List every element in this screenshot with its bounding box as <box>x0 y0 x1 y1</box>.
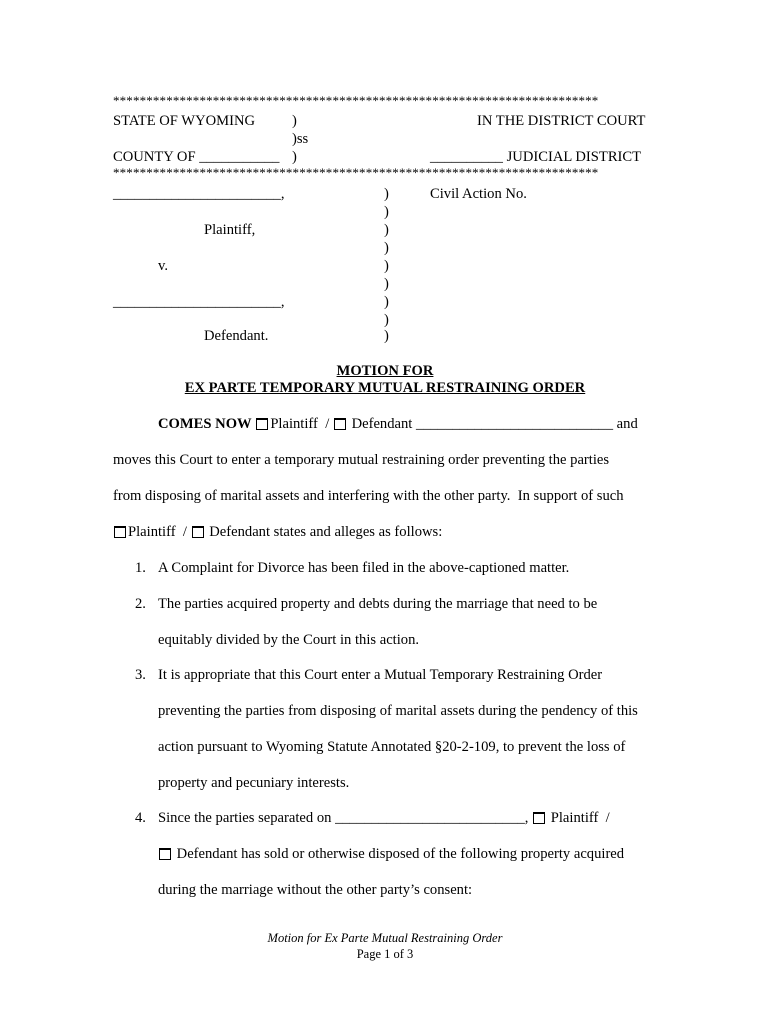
list-item-number: 1. <box>135 560 146 576</box>
plaintiff-label: Plaintiff, <box>204 222 256 238</box>
list-item-text: It is appropriate that this Court enter a Mutual Temporary Restraining Order <box>158 667 603 683</box>
comes-now-label: COMES NOW <box>158 416 252 432</box>
civil-action-label: Civil Action No. <box>430 186 527 202</box>
caption-state: STATE OF WYOMING <box>113 113 256 129</box>
defendant-label: Defendant. <box>204 328 269 344</box>
list-item-text: action pursuant to Wyoming Statute Annotated §20-2-109, to prevent the loss of <box>158 739 626 755</box>
plaintiff-option-label: Plaintiff <box>270 416 318 432</box>
list-item-number: 3. <box>135 667 146 683</box>
caption-paren: ) <box>384 186 389 202</box>
party-select-line <box>113 523 442 541</box>
list-item-number: 4. <box>135 810 146 826</box>
body-text-line: moves this Court to enter a temporary mutual restraining order preventing the parties <box>113 452 610 468</box>
list-item-text: Since the parties separated on __________________________, <box>158 810 529 826</box>
caption-rule-top: ************************************************************************* <box>113 93 599 108</box>
defendant-checkbox-3[interactable] <box>159 848 171 860</box>
document-title-line2: EX PARTE TEMPORARY MUTUAL RESTRAINING ORDER <box>184 380 586 396</box>
caption-paren: ) <box>384 312 389 328</box>
list-item-line <box>158 845 624 863</box>
plaintiff-name-blank: _______________________, <box>113 186 285 202</box>
plaintiff-checkbox-3[interactable] <box>533 812 545 824</box>
caption-county: COUNTY OF ___________ <box>113 149 280 165</box>
page-number: Page 1 of 3 <box>356 947 414 961</box>
list-item-text: property and pecuniary interests. <box>158 775 350 791</box>
list-item-text: during the marriage without the other party’s consent: <box>158 882 473 898</box>
body-text-line: from disposing of marital assets and interfering with the other party. In support of such <box>113 488 624 504</box>
caption-court: IN THE DISTRICT COURT <box>477 113 646 129</box>
document-title-line1: MOTION FOR <box>336 363 434 379</box>
defendant-checkbox-2[interactable] <box>192 526 204 538</box>
defendant-name-blank: _______________________, <box>113 294 285 310</box>
body-text-line: Defendant states and alleges as follows: <box>209 524 443 540</box>
list-item-number: 2. <box>135 596 146 612</box>
caption-paren: ) <box>384 328 389 344</box>
caption-rule-bottom: ************************************************************************* <box>113 165 599 180</box>
caption-paren: ) <box>384 294 389 310</box>
caption-paren: ) <box>384 276 389 292</box>
caption-paren: ) <box>384 240 389 256</box>
list-item-text: equitably divided by the Court in this action. <box>158 632 420 648</box>
slash-separator: / <box>182 524 187 540</box>
caption-paren: ) <box>292 113 297 129</box>
list-item-line <box>158 809 610 827</box>
footer-title <box>0 930 770 946</box>
defendant-checkbox[interactable] <box>334 418 346 430</box>
versus-label: v. <box>158 258 168 274</box>
plaintiff-option-label: Plaintiff <box>550 810 599 826</box>
list-item-text: Defendant has sold or otherwise disposed of the following property acquired <box>176 846 625 862</box>
plaintiff-checkbox[interactable] <box>256 418 268 430</box>
slash-separator: / <box>605 810 610 826</box>
list-item-text: A Complaint for Divorce has been filed in the above-captioned matter. <box>158 560 570 576</box>
list-item-text: The parties acquired property and debts during the marriage that need to be <box>158 596 598 612</box>
caption-paren: ) <box>384 222 389 238</box>
movant-name-blank: ___________________________ and <box>416 416 638 432</box>
caption-paren: ) <box>384 204 389 220</box>
caption-district: __________ JUDICIAL DISTRICT <box>430 149 642 165</box>
caption-ss: )ss <box>292 131 309 147</box>
caption-paren: ) <box>384 258 389 274</box>
plaintiff-checkbox-2[interactable] <box>114 526 126 538</box>
footer-title-text: Motion for Ex Parte Mutual Restraining Order <box>267 931 503 945</box>
list-item-text: preventing the parties from disposing of marital assets during the pendency of this <box>158 703 638 719</box>
defendant-option-label: Defendant <box>351 416 413 432</box>
comes-now-line <box>158 415 638 433</box>
caption-paren: ) <box>292 149 297 165</box>
plaintiff-option-label: Plaintiff <box>128 524 176 540</box>
slash-separator: / <box>325 416 330 432</box>
